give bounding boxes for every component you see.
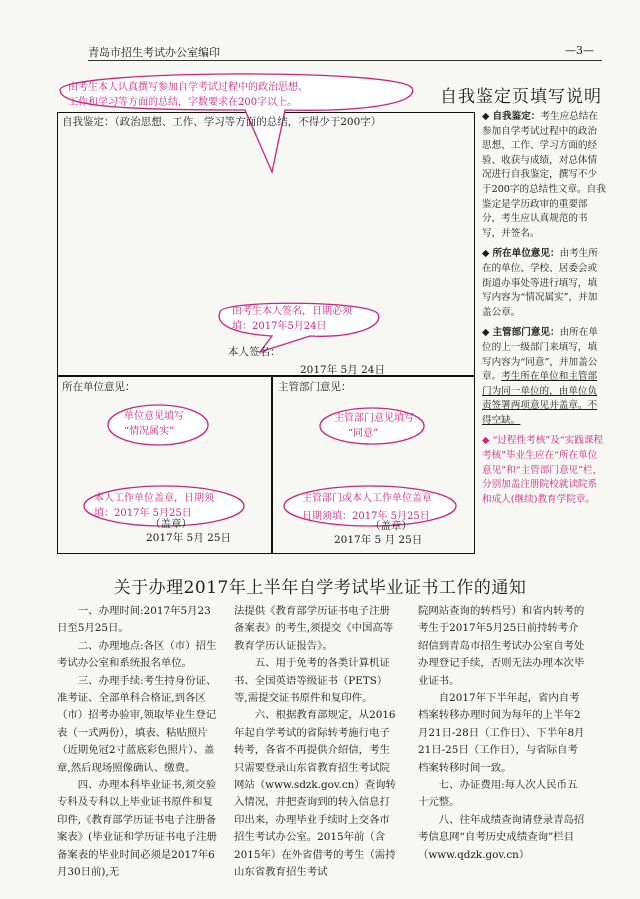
form-divider-horizontal [57, 375, 475, 377]
dept-seal-note-line2: 日期须填：2017年 5月25日 [302, 511, 430, 522]
header-divider [88, 60, 602, 61]
notice-paragraph: 六、根据教育部规定，从2016年起自学考试的省际转考施行电子转考，各省不再提供介绍信，考生只需要登录山东省教育招生考试院网站（www.sdzk.gov.cn）查询转入情况，并把查询到的转入信息打印出来，办理毕业手续时上交各市招生考试办公室。2015年前（含2015年）在外省借考的考生（需持山东省教育招生考试 [234, 709, 396, 879]
self-note-line1: 由考生本人认真撰写参加自学考试过程中的政治思想、 [68, 82, 308, 93]
signature-date: 2017年 5月 24日 [300, 364, 385, 376]
instruction-dept: ◆ 主管部门意见：由所在单位的上一级部门来填写，填写内容为“同意”，并加盖公章。考生所在单位和主管部门为同一单位的，由单位负责签署两项意见并盖章。不得空缺。 [482, 327, 598, 426]
notice-column-3 [418, 603, 586, 864]
unit-seal-note-line1: 本人工作单位盖章，日期须 [94, 493, 214, 504]
unit-seal-note-line2: 填：2017年 5月25日 [94, 508, 192, 519]
notice-paragraph: 一、办理时间:2017年5月23日至5月25日。 [57, 605, 211, 635]
notice-paragraph: 八、往年成绩查询请登录青岛招考信息网“自考历史成绩查询”栏目（www.qdzk.gov.cn） [418, 813, 585, 861]
notice-paragraph: 法提供《教育部学历证书电子注册备案表》的考生,须提交《中国高等教育学历认证报告》。 [234, 605, 394, 652]
instruction-dept-text: 由所在单位的上一级部门来填写，填写内容为“同意”，并加盖公章。 [482, 327, 598, 383]
dept-date: 2017年 5 月 25日 [334, 534, 423, 546]
dept-seal: （盖章） [370, 520, 412, 532]
notice-paragraph: 院网站查询的转档号）和省内转考的考生于2017年5月25日前持转考介绍信到青岛市招生考试办公室自考处办理登记手续，否则无法办理本次毕业证书。 [418, 605, 585, 687]
page-number: —3— [565, 44, 594, 57]
guide-title: 自我鉴定页填写说明 [440, 87, 602, 107]
notice-paragraph: 七、办证费用:每人次人民币五十元整。 [418, 779, 578, 809]
dept-note-line1: 主管部门意见填写 [334, 413, 414, 424]
notice-paragraph: 三、办理手续:考生持身份证、准考证、全部单科合格证,到各区（市）招考办验审,领取毕业生登记表（一式两份），填表、粘贴照片（近期免冠2寸蓝底彩色照片）、盖章,然后现场照像确认、缴费。 [57, 674, 217, 774]
notice-paragraph: 五、用于免考的各类计算机证书、全国英语等级证书（PETS）等,需提交证书原件和复印件。 [234, 657, 390, 705]
unit-opinion-label: 所在单位意见： [62, 381, 136, 393]
dept-note-line2: “同意” [348, 428, 379, 439]
instruction-unit-text: 由考生所在的单位、学校、居委会或街道办事处等进行填写，填写内容为“情况属实”，并加盖公章。 [482, 248, 598, 318]
instruction-self-text: 考生应总结在参加自学考试过程中的政治思想、工作、学习方面的经验、收获与成绩，对总体情况进行自我鉴定，撰写不少于200字的总结性文章。自我鉴定是学历政审的重要部分，考生应认真规范的书写，并签名。 [482, 111, 606, 239]
form-divider-vertical [271, 375, 273, 554]
unit-date: 2017年 5月 25日 [146, 532, 231, 544]
unit-note-line2: “情况属实” [124, 426, 175, 437]
notice-paragraph: 四、办理本科毕业证书,须交验专科及专科以上毕业证书原件和复印件,《教育部学历证书电子注册备案表》(毕业证和学历证书电子注册备案表的毕业时间必须是2017年6月30日前),无 [57, 779, 217, 879]
unit-seal: （盖章） [150, 518, 192, 530]
notice-paragraph: 自2017年下半年起，省内自考档案转移办理时间为每年的上半年2月21日-28日（工作日）、下半年8月21日-25日（工作日），与省际自考档案转移时间一致。 [418, 692, 585, 774]
instruction-process-text: “过程性考核”及“实践课程考核”毕业生应在“所在单位意见”和“主管部门意见”栏，分别加盖注册院校就读院系和成人(继续)教育学院章。 [482, 435, 604, 505]
dept-opinion-label: 主管部门意见： [278, 381, 352, 393]
self-evaluation-label: 自我鉴定：（政治思想、工作、学习等方面的总结，不得少于200字） [62, 116, 382, 128]
notice-title: 关于办理2017年上半年自学考试毕业证书工作的通知 [113, 578, 527, 598]
unit-note-line1: 单位意见填写 [124, 411, 184, 422]
signature-note-line1: 由考生本人签名，日期必须 [232, 306, 352, 317]
publisher-header: 青岛市招生考试办公室编印 [88, 46, 220, 59]
instruction-dept-title: 主管部门意见： [492, 327, 560, 339]
instruction-self: ◆ 自我鉴定：考生应总结在参加自学考试过程中的政治思想、工作、学习方面的经验、收获与成绩，对总体情况进行自我鉴定，撰写不少于200字的总结性文章。自我鉴定是学历政审的重要部分，考生应认真规范的书写，并签名。 [482, 111, 606, 239]
signature-label: 本人签名： [228, 346, 281, 358]
guide-instructions [482, 110, 606, 513]
notice-paragraph: 二、办理地点:各区（市）招生考试办公室和系统报名单位。 [57, 639, 217, 670]
notice-column-1 [57, 603, 220, 882]
notice-column-2 [234, 603, 397, 882]
instruction-dept-note: 考生所在单位和主管部门为同一单位的，由单位负责签署两项意见并盖章。不得空缺。 [482, 371, 598, 426]
signature-note-line2: 填：2017年5月24日 [232, 321, 327, 332]
instruction-self-title: 自我鉴定： [492, 111, 541, 122]
dept-seal-note-line1: 主管部门或本人工作单位盖章 [302, 493, 432, 504]
instruction-unit-title: 所在单位意见： [492, 248, 560, 260]
instruction-unit: ◆ 所在单位意见：由考生所在的单位、学校、居委会或街道办事处等进行填写，填写内容为“情况属实”，并加盖公章。 [482, 248, 598, 318]
self-note-line2: 工作和学习等方面的总结，字数要求在200字以上。 [68, 97, 298, 108]
instruction-process: ◆ “过程性考核”及“实践课程考核”毕业生应在“所在单位意见”和“主管部门意见”栏，分别加盖注册院校就读院系和成人(继续)教育学院章。 [482, 435, 604, 505]
